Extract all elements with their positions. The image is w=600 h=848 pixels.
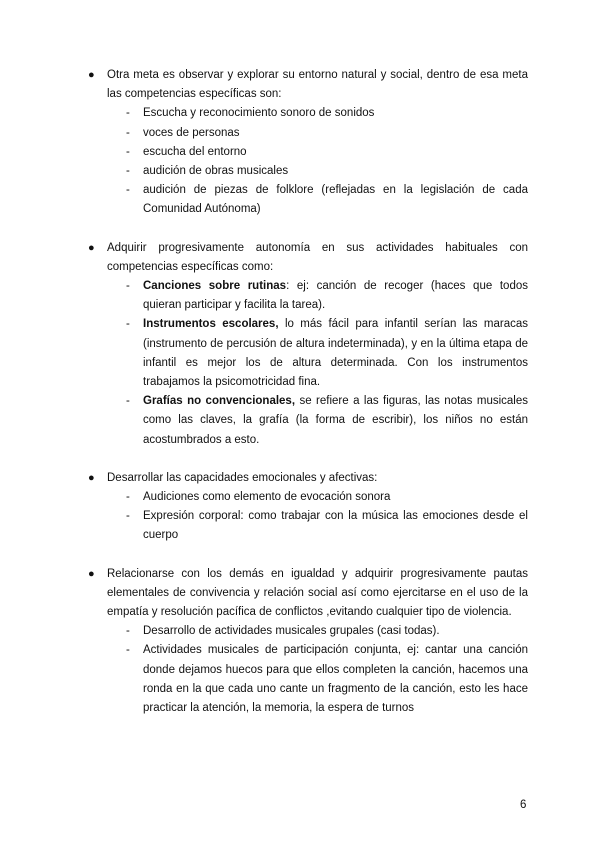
- list-item: [107, 315, 528, 392]
- bullet-section: [88, 565, 528, 719]
- item-text: se refiere a las figuras, las notas musicales como las claves, la grafía (la forma de escribir), los niños no están acostumbrados a esto.: [143, 395, 528, 446]
- dash-icon: -: [126, 625, 130, 638]
- dash-icon: -: [126, 395, 130, 408]
- item-text: escucha del entorno: [143, 145, 247, 158]
- dash-icon: -: [126, 126, 130, 139]
- sub-list: [107, 277, 528, 450]
- dash-icon: -: [126, 510, 130, 523]
- item-text: Expresión corporal: como trabajar con la música las emociones desde el cuerpo: [143, 510, 528, 542]
- section-text: Adquirir progresivamente autonomía en sus actividades habituales con competencias específicas como:: [107, 241, 528, 273]
- list-item: [107, 104, 528, 123]
- dash-icon: -: [126, 145, 130, 158]
- list-item: [107, 507, 528, 545]
- page-content: [88, 66, 528, 718]
- page-number: 6: [520, 799, 527, 811]
- section-text: Desarrollar las capacidades emocionales y afectivas:: [107, 471, 378, 484]
- bullet-icon: ●: [88, 241, 95, 254]
- item-bold-text: Instrumentos escolares,: [143, 318, 279, 331]
- list-item: [107, 641, 528, 718]
- dash-icon: -: [126, 318, 130, 331]
- sub-list: [107, 488, 528, 546]
- item-text: Actividades musicales de participación conjunta, ej: cantar una canción donde dejamos huecos para que ellos completen la canción, hacemos una ronda en la que cada uno cante un fragmento de la canción, esto les hace practicar la atención, la memoria, la espera de turnos: [143, 644, 528, 715]
- bullet-icon: ●: [88, 567, 95, 580]
- list-item: [107, 124, 528, 143]
- dash-icon: -: [126, 280, 130, 293]
- bullet-section: [88, 469, 528, 546]
- list-item: [107, 143, 528, 162]
- item-text: lo más fácil para infantil serían las maracas (instrumento de percusión de altura indeterminada), y en la última etapa de infantil es mejor los de altura determinada. Con los instrumentos trabajamos la psicomotricidad fina.: [143, 318, 528, 389]
- item-text: audición de piezas de folklore (reflejadas en la legislación de cada Comunidad Autónoma): [143, 184, 528, 216]
- item-text: : ej: canción de recoger (haces que todos quieran participar y facilita la tarea).: [143, 280, 528, 312]
- list-item: [107, 622, 528, 641]
- dash-icon: -: [126, 107, 130, 120]
- dash-icon: -: [126, 184, 130, 197]
- item-text: Desarrollo de actividades musicales grupales (casi todas).: [143, 625, 440, 638]
- item-bold-text: Canciones sobre rutinas: [143, 280, 287, 293]
- bullet-icon: ●: [88, 471, 95, 484]
- item-text: Audiciones como elemento de evocación sonora: [143, 491, 391, 504]
- section-text: Relacionarse con los demás en igualdad y adquirir progresivamente pautas elementales de convivencia y relación social así como ejercitarse en el uso de la empatía y resolución pacífica de conflictos ,evitando cualquier tipo de violencia.: [107, 567, 528, 619]
- dash-icon: -: [126, 644, 130, 657]
- list-item: [107, 277, 528, 315]
- section-text: Otra meta es observar y explorar su entorno natural y social, dentro de esa meta las competencias específicas son:: [107, 69, 528, 101]
- sub-list: [107, 104, 528, 219]
- item-text: Escucha y reconocimiento sonoro de sonidos: [143, 107, 375, 120]
- list-item: [107, 181, 528, 219]
- sub-list: [107, 622, 528, 718]
- list-item: [107, 392, 528, 450]
- dash-icon: -: [126, 165, 130, 178]
- bullet-icon: ●: [88, 69, 95, 81]
- list-item: [107, 162, 528, 181]
- item-text: audición de obras musicales: [143, 165, 289, 178]
- bullet-section: [88, 239, 528, 450]
- dash-icon: -: [126, 491, 130, 504]
- item-bold-text: Grafías no convencionales,: [143, 395, 296, 408]
- bullet-section: [88, 66, 528, 220]
- item-text: voces de personas: [143, 126, 240, 139]
- list-item: [107, 488, 528, 507]
